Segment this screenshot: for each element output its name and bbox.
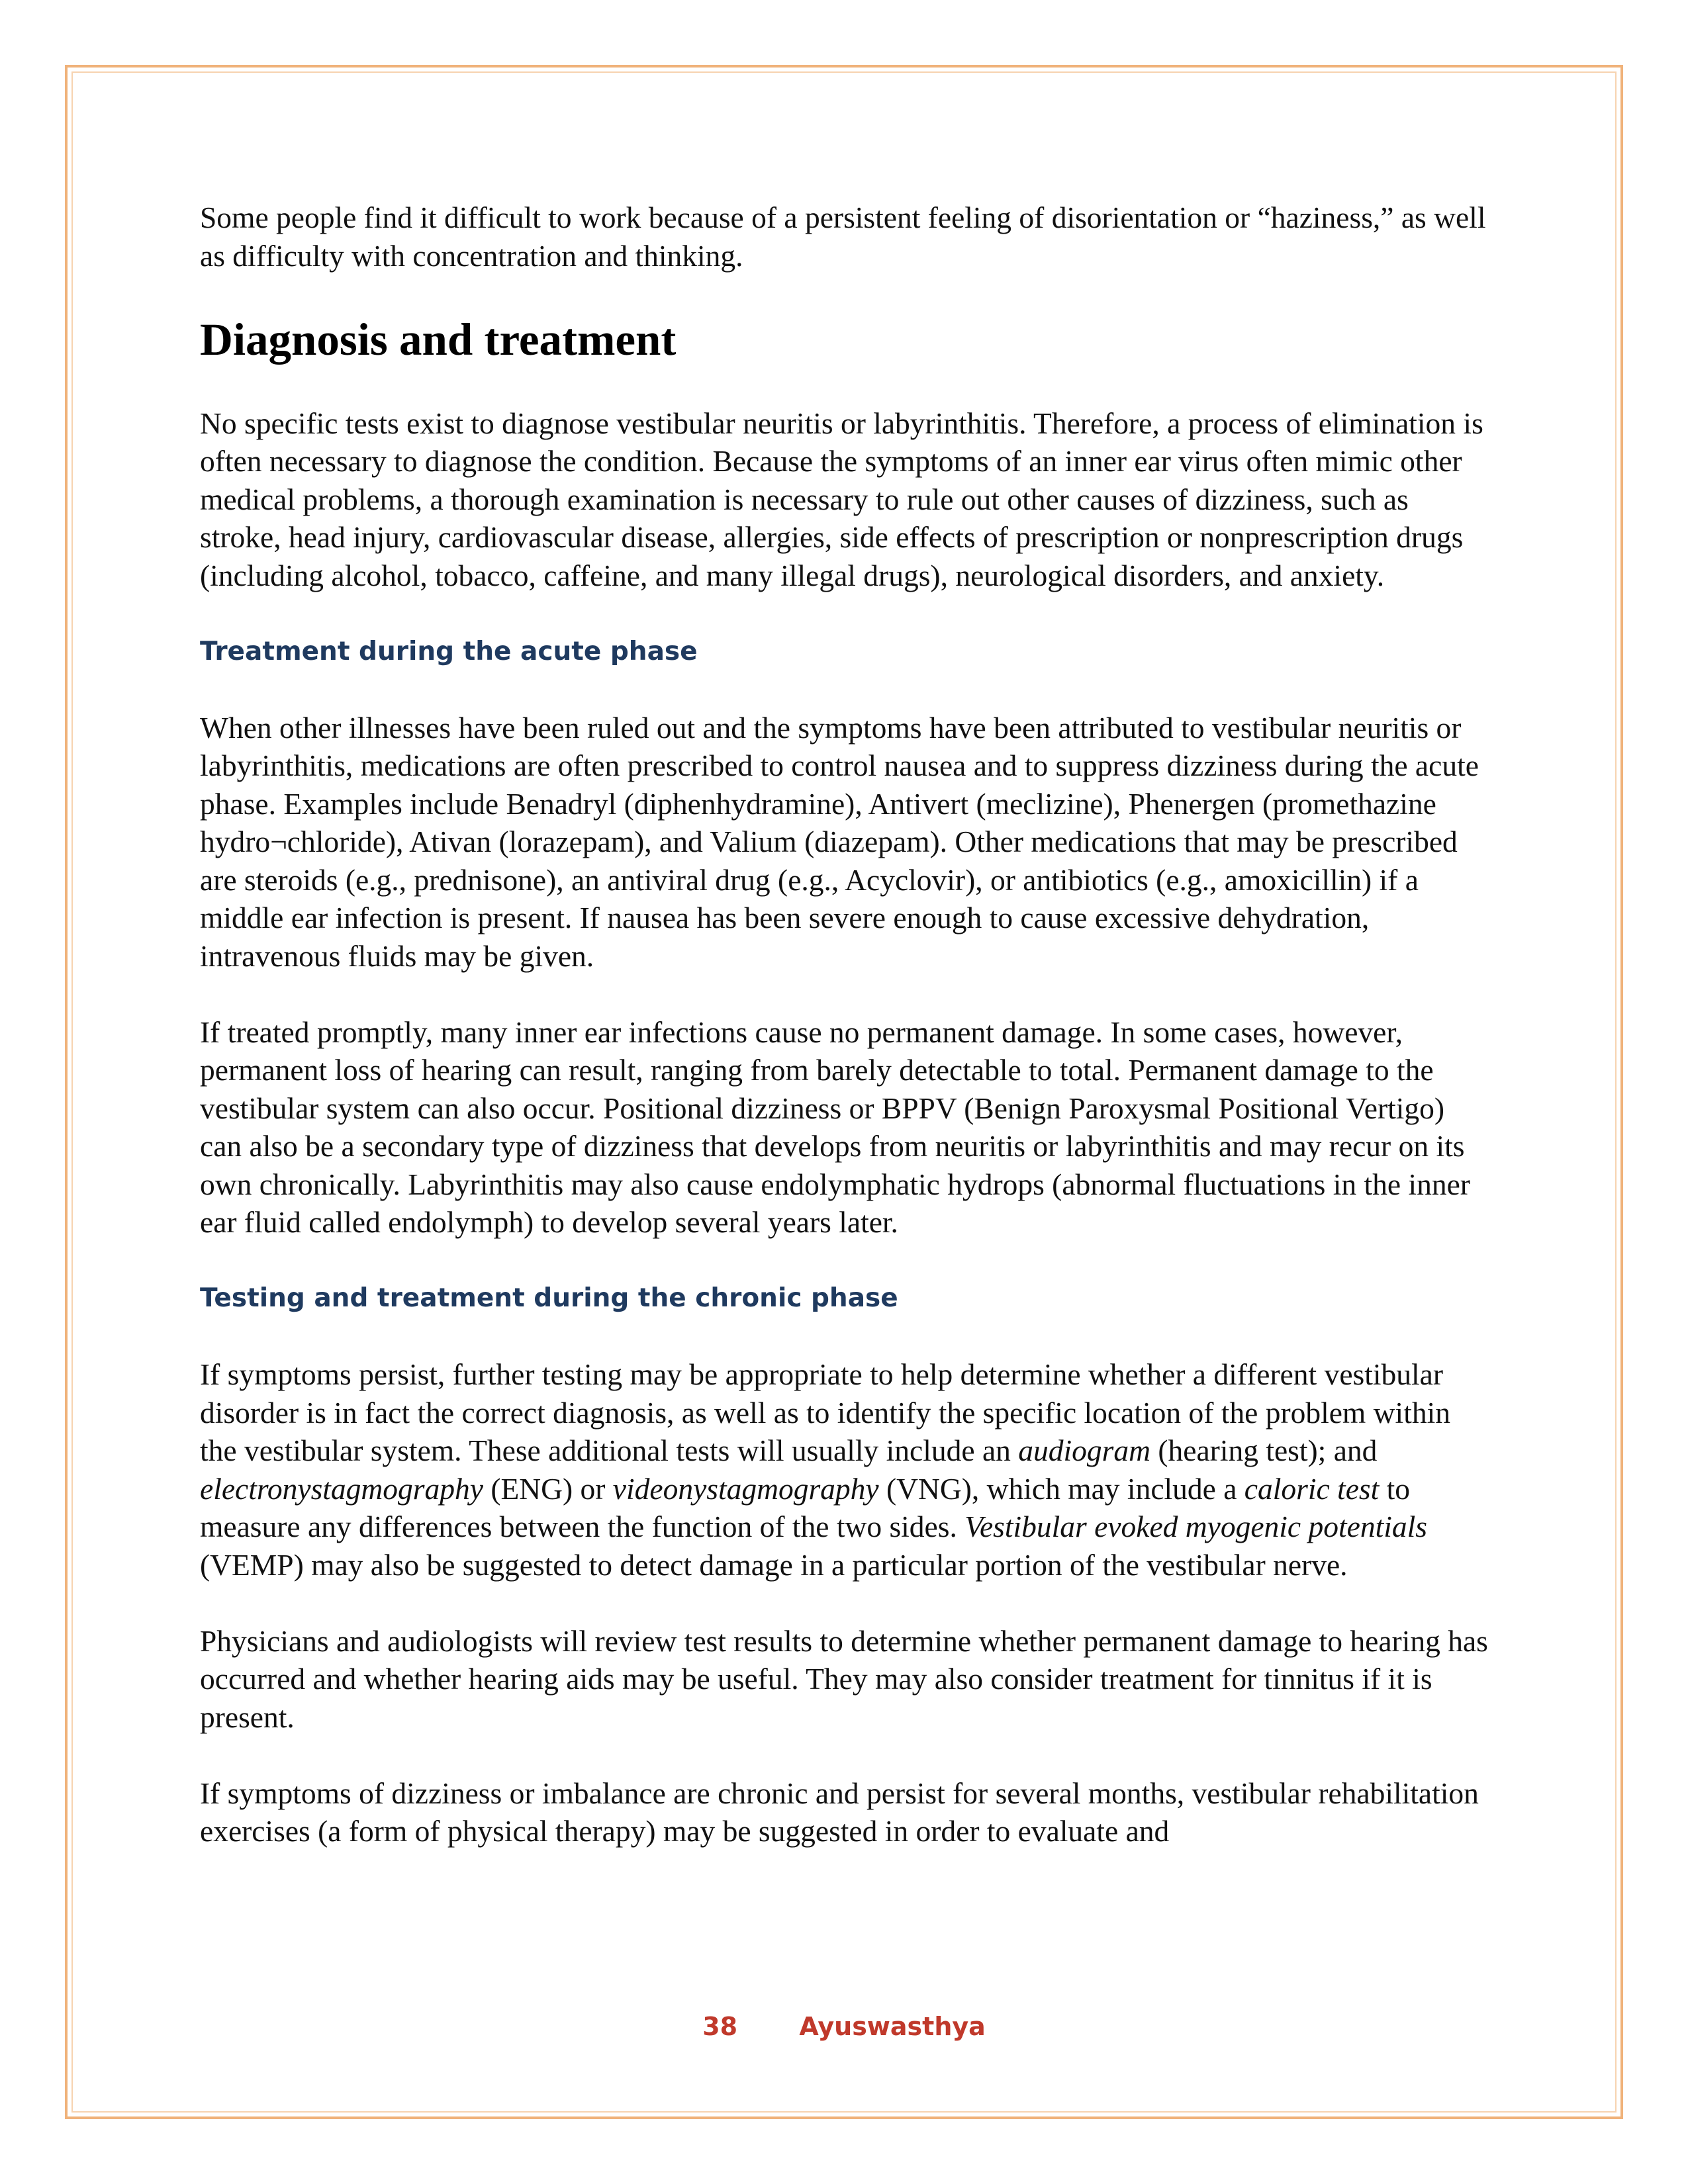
paragraph-chronic-rehabilitation: If symptoms of dizziness or imbalance are chronic and persist for several months, vestibular rehabilitation exercises (a form of physical therapy) may be suggested in order to evaluate and [200, 1776, 1479, 1848]
term-audiogram: audiogram [1018, 1433, 1150, 1467]
term-caloric-test: caloric test [1244, 1471, 1380, 1506]
paragraph-chronic-testing [200, 1355, 1491, 1584]
text-run: (VNG), which may include a [878, 1471, 1244, 1506]
paragraph-acute-outcomes: If treated promptly, many inner ear infections cause no permanent damage. In some cases, however, permanent loss of hearing can result, ranging from barely detectable to total. Permanent damage to the vestibular system can also occur. Positional dizziness or BPPV (Benign Paroxysmal Positional Vertigo) can also be a secondary type of dizziness that develops from neuritis or labyrinthitis and may recur on its own chronically. Labyrinthitis may also cause endolymphatic hydrops (abnormal fluctuations in the inner ear fluid called endolymph) to develop several years later. [200, 1015, 1470, 1239]
term-electronystagmography: electronystagmography [200, 1471, 483, 1506]
paragraph-chronic-review: Physicians and audiologists will review test results to determine whether permanent damage to hearing has occurred and whether hearing aids may be useful. They may also consider treatment for tinnitus if it is present. [200, 1623, 1488, 1734]
section-heading-diagnosis: Diagnosis and treatment [200, 314, 677, 365]
text-run: (ENG) or [483, 1471, 613, 1506]
term-videonystagmography: videonystagmography [612, 1471, 879, 1506]
publication-name: Ayuswasthya [799, 2012, 986, 2041]
text-run: If symptoms persist, further testing may be appropriate to help determine whether a different vestibular disorder is in fact the correct diagnosis, as well as to identify the specific location of the problem within the vestibular system. These additional tests will usually include an [200, 1357, 1450, 1467]
paragraph-intro: Some people find it difficult to work because of a persistent feeling of disorientation or “haziness,” as well as difficulty with concentration and thinking. [200, 201, 1486, 273]
subheading-acute-phase: Treatment during the acute phase [200, 636, 698, 666]
text-run: (hearing test); and [1150, 1433, 1378, 1467]
paragraph-acute-medications: When other illnesses have been ruled out and the symptoms have been attributed to vestibular neuritis or labyrinthitis, medications are often prescribed to control nausea and to suppress dizziness during the acute phase. Examples include Benadryl (diphenhydramine), Antivert (meclizine), Phenergen (promethazine hydro¬chloride), Ativan (lorazepam), and Valium (diazepam). Other medications that may be prescribed are steroids (e.g., prednisone), an antiviral drug (e.g., Acyclovir), or antibiotics (e.g., amoxicillin) if a middle ear infection is present. If nausea has been severe enough to cause excessive dehydration, intravenous fluids may be given. [200, 710, 1479, 973]
page-number: 38 [702, 2012, 738, 2041]
document-body [200, 199, 1491, 1888]
page-footer [0, 2012, 1688, 2041]
paragraph-diagnosis: No specific tests exist to diagnose vestibular neuritis or labyrinthitis. Therefore, a process of elimination is often necessary to diagnose the condition. Because the symptoms of an inner ear virus often mimic other medical problems, a thorough examination is necessary to rule out other causes of dizziness, such as stroke, head injury, cardiovascular disease, allergies, side effects of prescription or nonprescription drugs (including alcohol, tobacco, caffeine, and many illegal drugs), neurological disorders, and anxiety. [200, 406, 1483, 592]
text-run: to measure any differences between the function of the two sides. [200, 1471, 1411, 1543]
subheading-chronic-phase: Testing and treatment during the chronic phase [200, 1283, 898, 1313]
term-vemp: Vestibular evoked myogenic potentials [964, 1510, 1427, 1543]
text-run: (VEMP) may also be suggested to detect damage in a particular portion of the vestibular nerve. [200, 1547, 1348, 1582]
